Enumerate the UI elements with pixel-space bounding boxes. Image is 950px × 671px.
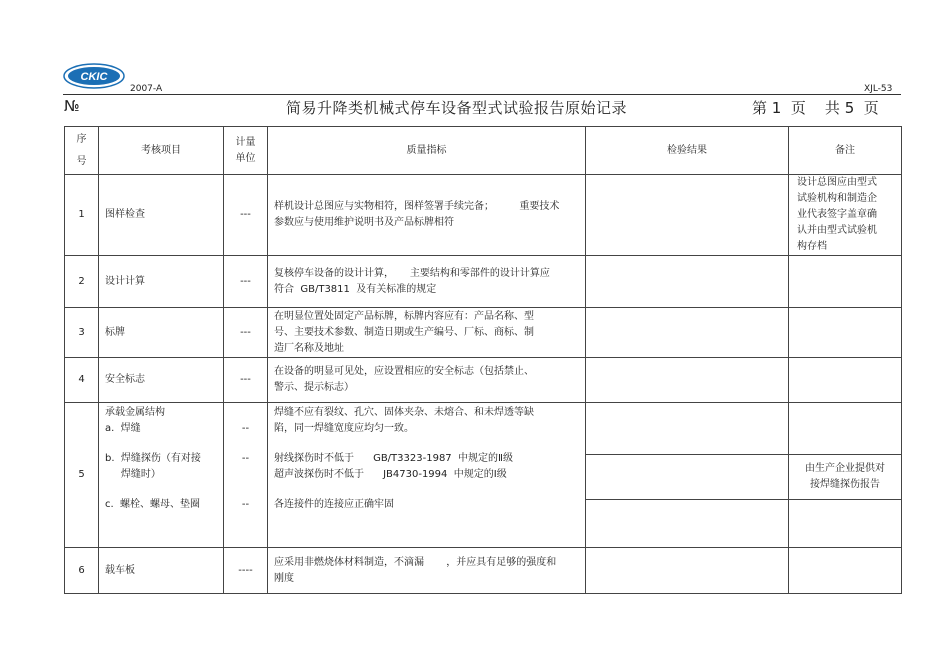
row-item: 图样检查 bbox=[99, 175, 224, 256]
form-code: XJL-53 bbox=[864, 84, 893, 94]
table-row bbox=[65, 308, 902, 358]
number-sign: № bbox=[64, 97, 80, 115]
table-row bbox=[65, 403, 902, 455]
row-remark-cell bbox=[789, 358, 902, 403]
row-remark-cell bbox=[789, 308, 902, 358]
row-remark-cell bbox=[789, 256, 902, 308]
row-quality: 样机设计总图应与实物相符，图样签署手续完备； 重要技术 参数应与使用维护说明书及产品标牌相符 bbox=[268, 175, 586, 256]
inspection-table bbox=[64, 126, 902, 594]
row-unit: --- bbox=[224, 308, 268, 358]
page-indicator: 第 1 页 共 5 页 bbox=[752, 99, 879, 117]
row-remark-cell bbox=[789, 548, 902, 594]
row-quality: 复核停车设备的设计计算， 主要结构和零部件的设计计算应 符合 GB/T3811 及有关标准的规定 bbox=[268, 256, 586, 308]
row-result-cell[interactable] bbox=[586, 358, 789, 403]
header-quality: 质量指标 bbox=[268, 127, 586, 175]
header-remark: 备注 bbox=[789, 127, 902, 175]
company-logo bbox=[63, 63, 125, 89]
row-unit: --- bbox=[224, 358, 268, 403]
row-unit: --- bbox=[224, 256, 268, 308]
row-result-cell[interactable] bbox=[586, 403, 789, 455]
row-quality: 焊缝不应有裂纹、孔穴、固体夹杂、未熔合、和未焊透等缺 陷，同一焊缝宽度应均匀一致。 射线探伤时不低于 GB/T3323-1987 中规定的Ⅱ级 超声波探伤时不低于 JB4730-1994 中规定的Ⅰ级 各连接件的连接应正确牢固 bbox=[268, 403, 586, 548]
row-item: 设计计算 bbox=[99, 256, 224, 308]
row-item: 标牌 bbox=[99, 308, 224, 358]
row-remark-cell bbox=[789, 403, 902, 455]
row-quality: 在设备的明显可见处，应设置相应的安全标志（包括禁止、 警示、提示标志） bbox=[268, 358, 586, 403]
row-seq: 5 bbox=[65, 403, 99, 548]
row-item: 安全标志 bbox=[99, 358, 224, 403]
row-unit: --- bbox=[224, 175, 268, 256]
row-seq: 1 bbox=[65, 175, 99, 256]
header-unit: 计量 单位 bbox=[224, 127, 268, 175]
header-seq: 序 号 bbox=[65, 127, 99, 175]
row-result-cell[interactable] bbox=[586, 308, 789, 358]
row-remark: 设计总图应由型式 试验机构和制造企 业代表签字盖章确 认并由型式试验机 构存档 bbox=[789, 175, 902, 256]
row-result-cell[interactable] bbox=[586, 256, 789, 308]
form-version: 2007-A bbox=[130, 84, 163, 94]
row-remark: 由生产企业提供对 接焊缝探伤报告 bbox=[789, 455, 902, 500]
row-result-cell[interactable] bbox=[586, 500, 789, 548]
row-quality: 应采用非燃烧体材料制造，不滴漏 ，并应具有足够的强度和 刚度 bbox=[268, 548, 586, 594]
table-header-row bbox=[65, 127, 902, 175]
table-row bbox=[65, 358, 902, 403]
row-seq: 4 bbox=[65, 358, 99, 403]
svg-text:CKIC: CKIC bbox=[80, 71, 108, 83]
header-item: 考核项目 bbox=[99, 127, 224, 175]
header-rule bbox=[63, 94, 901, 95]
row-result-cell[interactable] bbox=[586, 175, 789, 256]
row-remark-cell bbox=[789, 500, 902, 548]
row-item: 载车板 bbox=[99, 548, 224, 594]
table-row bbox=[65, 175, 902, 256]
table-row bbox=[65, 548, 902, 594]
row-seq: 6 bbox=[65, 548, 99, 594]
row-item: 承载金属结构 a. 焊缝 b. 焊缝探伤（有对接 焊缝时） c. 螺栓、螺母、垫圈 bbox=[99, 403, 224, 548]
table-row bbox=[65, 256, 902, 308]
row-seq: 3 bbox=[65, 308, 99, 358]
row-seq: 2 bbox=[65, 256, 99, 308]
row-quality: 在明显位置处固定产品标牌，标牌内容应有：产品名称、型 号、主要技术参数、制造日期或生产编号、厂标、商标、制 造厂名称及地址 bbox=[268, 308, 586, 358]
header-result: 检验结果 bbox=[586, 127, 789, 175]
row-unit: ---- bbox=[224, 548, 268, 594]
page-title: 简易升降类机械式停车设备型式试验报告原始记录 bbox=[286, 99, 628, 117]
row-result-cell[interactable] bbox=[586, 455, 789, 500]
row-unit: -- -- -- bbox=[224, 403, 268, 548]
row-result-cell[interactable] bbox=[586, 548, 789, 594]
